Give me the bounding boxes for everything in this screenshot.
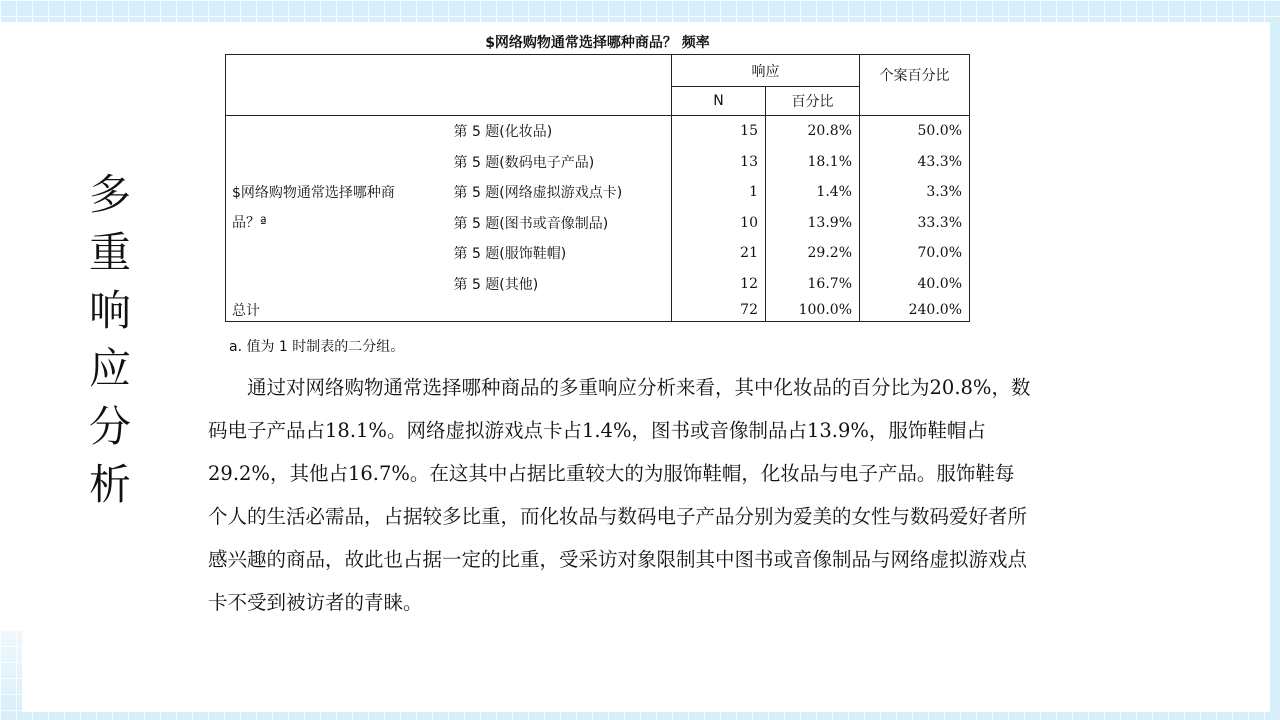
table-total-row — [226, 300, 970, 322]
row-label: 第 5 题(其他) — [453, 277, 539, 293]
cell-case-percent: 33.3% — [860, 208, 970, 238]
row-group-label-line: 品？ª — [232, 214, 267, 231]
header-percent: 百分比 — [766, 87, 860, 116]
row-label: 第 5 题(网络虚拟游戏点卡) — [453, 185, 623, 201]
title-char: 应 — [88, 344, 131, 393]
cell-percent: 1.4% — [766, 177, 860, 208]
title-char: 分 — [88, 402, 131, 451]
cell-percent: 13.9% — [766, 208, 860, 238]
header-response: 响应 — [672, 55, 860, 87]
cell-n: 1 — [672, 177, 766, 208]
right-edge-band — [1270, 22, 1280, 712]
slide-title — [84, 166, 136, 514]
cell-percent: 29.2% — [766, 238, 860, 269]
row-label: 第 5 题(化妆品) — [453, 124, 553, 141]
table-title: $网络购物通常选择哪种商品？ 频率 — [485, 35, 710, 51]
cell-n: 15 — [672, 116, 766, 147]
header-n: N — [672, 87, 766, 116]
title-char: 重 — [88, 228, 131, 277]
frequency-table — [225, 54, 970, 322]
analysis-paragraph: 通过对网络购物通常选择哪种商品的多重响应分析来看，其中化妆品的百分比为20.8%，数码电子产品占18.1%。网络虚拟游戏点卡占1.4%，图书或音像制品占13.9%，服饰鞋帽占29.2%，其他占16.7%。在这其中占据比重较大的为服饰鞋帽，化妆品与电子产品。服饰鞋每个人的生活必需品，占据较多比重，而化妆品与数码电子产品分别为爱美的女性与数码爱好者所感兴趣的商品，故此也占据一定的比重，受采访对象限制其中图书或音像制品与网络虚拟游戏点卡不受到被访者的青睐。 — [208, 376, 1031, 614]
top-grid-band — [0, 0, 1280, 22]
title-char: 析 — [88, 460, 131, 509]
cell-n: 10 — [672, 208, 766, 238]
title-char: 响 — [88, 286, 131, 335]
row-label: 第 5 题(图书或音像制品) — [453, 215, 609, 232]
cell-case-percent: 40.0% — [860, 269, 970, 300]
cell-percent: 18.1% — [766, 147, 860, 177]
cell-case-percent: 50.0% — [860, 116, 970, 147]
row-group-label-line: $网络购物通常选择哪种商 — [232, 184, 395, 201]
total-percent: 100.0% — [766, 300, 860, 322]
cell-n: 12 — [672, 269, 766, 300]
total-label: 总计 — [232, 303, 260, 320]
cell-percent: 20.8% — [766, 116, 860, 147]
total-case-percent: 240.0% — [860, 300, 970, 322]
row-label: 第 5 题(数码电子产品) — [453, 154, 595, 171]
corner-cell — [226, 55, 672, 116]
header-case-percent: 个案百分比 — [860, 55, 970, 116]
cell-percent: 16.7% — [766, 269, 860, 300]
title-char: 多 — [88, 170, 131, 219]
cell-n: 13 — [672, 147, 766, 177]
total-n: 72 — [672, 300, 766, 322]
table-footnote: a. 值为 1 时制表的二分组。 — [229, 339, 405, 355]
cell-n: 21 — [672, 238, 766, 269]
cell-case-percent: 3.3% — [860, 177, 970, 208]
cell-case-percent: 70.0% — [860, 238, 970, 269]
table-row — [226, 116, 970, 147]
row-group-label — [226, 116, 454, 300]
row-label: 第 5 题(服饰鞋帽) — [453, 246, 567, 262]
cell-case-percent: 43.3% — [860, 147, 970, 177]
